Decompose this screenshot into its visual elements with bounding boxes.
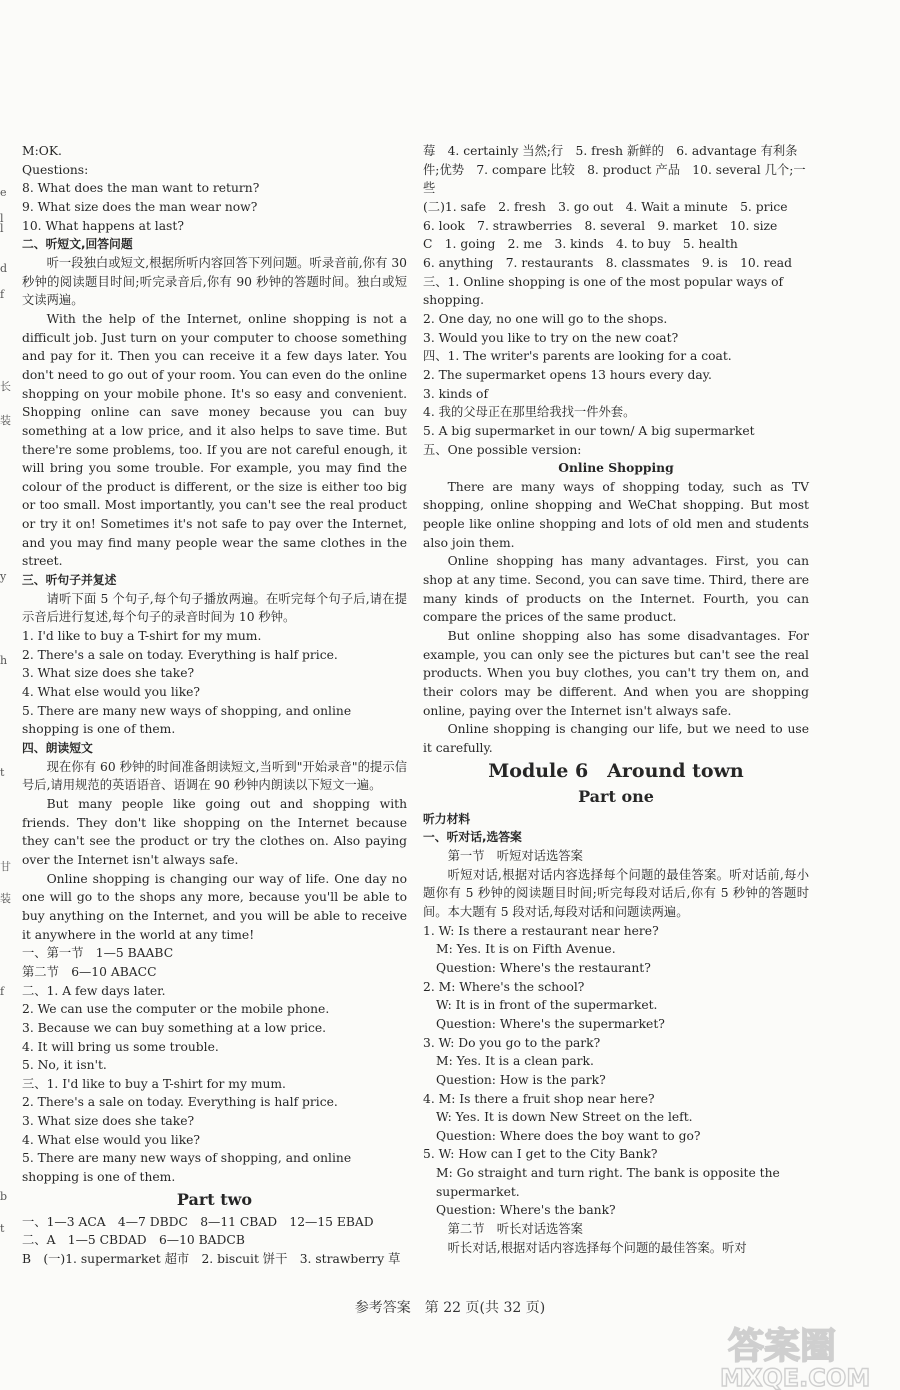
right-line: M: Yes. It is a clean park. [436,1054,594,1069]
edge-fragment: l [0,212,4,225]
left-line: 四、朗读短文 [22,741,93,755]
left-line: 1. I'd like to buy a T-shirt for my mum. [22,629,262,644]
edge-fragment: e [0,186,7,199]
right-line: M: Yes. It is on Fifth Avenue. [436,942,616,957]
right-line: 听短对话,根据对话内容选择每个问题的最佳答案。听对话前,每小题你有 5 秒钟的阅读题目时间;听完每段对话后,你有 5 秒钟的答题时间。本大题有 5 段对话,每段对话和问题读两遍。 [423,867,809,919]
left-line: 9. What size does the man wear now? [22,199,258,214]
right-line: (二)1. safe 2. fresh 3. go out 4. Wait a minute 5. price [423,199,788,214]
right-line: 一、听对话,选答案 [423,830,522,845]
right-line: 第一节 听短对话选答案 [447,848,583,863]
left-line: B (一)1. supermarket 超市 2. biscuit 饼干 3. strawberry 草 [22,1252,401,1267]
left-column [22,142,407,1269]
left-line: 4. What else would you like? [22,1132,201,1147]
left-line: 3. What size does she take? [22,666,195,681]
left-line: 请听下面 5 个句子,每个句子播放两遍。在听完每个句子后,请在提示音后进行复述,每个句子的录音时间为 10 秒钟。 [22,591,407,625]
right-line: 3. kinds of [423,386,488,401]
edge-fragment: 长 [0,380,11,393]
right-line: 3. W: Do you go to the park? [423,1035,601,1050]
watermark-line2: MXQE.COM [720,1364,871,1390]
right-line: Part one [578,786,654,806]
right-line: 听长对话,根据对话内容选择每个问题的最佳答案。听对 [447,1240,747,1255]
right-line: But online shopping also has some disadvantages. For example, you can only see the pictures but can't see the real products. When you buy clothes, you can't try them on, and their colors may be different. And when you are shopping online, paying over the Internet isn't always safe. [423,629,809,718]
left-line: 二、1. A few days later. [22,983,166,998]
right-line: 五、One possible version: [423,442,582,457]
left-line: But many people like going out and shopping with friends. They don't like shopping on the Internet because they can't see the product or try the clothes on. Also paying over the Internet isn't always safe. [22,796,407,867]
edge-fragment: 装 [0,414,11,427]
right-column [423,142,809,1257]
right-line: 6. anything 7. restaurants 8. classmates 9. is 10. read [423,255,792,270]
left-line: 5. No, it isn't. [22,1058,107,1073]
right-line: 第二节 听长对话选答案 [447,1222,583,1237]
right-line: 2. The supermarket opens 13 hours every day. [423,367,712,382]
left-line: 4. What else would you like? [22,685,201,700]
right-line: 莓 4. certainly 当然;行 5. fresh 新鲜的 6. advantage 有利条件;优势 7. compare 比较 8. product 产品 10. several 几个;一些 [423,144,806,196]
edge-fragment: t [0,766,5,779]
right-line: Online shopping has many advantages. First, you can shop at any time. Second, you can save time. Third, there are many kinds of products on the Internet. Fourth, you can compare the prices of the same product. [423,554,809,625]
left-line: 5. There are many new ways of shopping, and online shopping is one of them. [22,1151,352,1185]
right-line: 4. 我的父母正在那里给我找一件外套。 [423,405,636,420]
edge-fragment: t [0,1222,5,1235]
right-line: Module 6 Around town [488,759,744,782]
left-line: 3. Because we can buy something at a low price. [22,1020,327,1035]
left-line: 第二节 6—10 ABACC [22,964,157,979]
left-line: 2. There's a sale on today. Everything is half price. [22,647,338,662]
left-line: 10. What happens at last? [22,218,184,233]
edge-fragment: f [0,985,5,998]
left-line: 二、A 1—5 CBDAD 6—10 BADCB [22,1233,245,1248]
right-line: C 1. going 2. me 3. kinds 4. to buy 5. health [423,237,738,252]
right-line: 四、1. The writer's parents are looking for a coat. [423,349,732,364]
left-line: With the help of the Internet, online shopping is not a difficult job. Just turn on your computer to choose something and pay for it. Then you can receive it a few days later. You don't need to go out of your room. You can even do the online shopping on your mobile phone. It's so easy and convenient. Shopping online can save money because you can buy something at a low price, and it also helps to save time. But there're some problems, too. If you are not careful enough, it will bring you some trouble. For example, you may find the colour of the product is different, or the size is either too big or too small. Most importantly, you can't see the real product or try it on! Sometimes it's not safe to pay over the Internet, and you may find many people wear the same clothes in the street. [22,311,407,569]
left-line: 3. What size does she take? [22,1114,195,1129]
right-line: 5. A big supermarket in our town/ A big supermarket [423,423,755,438]
left-line: 一、1—3 ACA 4—7 DBDC 8—11 CBAD 12—15 EBAD [22,1214,374,1229]
right-line: M: Go straight and turn right. The bank is opposite the supermarket. [436,1166,780,1199]
right-line: W: It is in front of the supermarket. [436,998,658,1013]
left-line: Questions: [22,162,89,177]
edge-fragment: l [0,222,4,235]
left-line: 5. There are many new ways of shopping, and online shopping is one of them. [22,703,352,737]
edge-fragment: 甘 [0,860,11,873]
edge-fragment: h [0,654,8,667]
left-line: 现在你有 60 秒钟的时间准备朗读短文,当听到"开始录音"的提示信号后,请用规范的英语语音、语调在 90 秒钟内朗读以下短文一遍。 [22,759,407,793]
right-line: 1. W: Is there a restaurant near here? [423,923,659,938]
watermark-logo [700,1318,900,1390]
left-line: 4. It will bring us some trouble. [22,1039,219,1054]
right-line: 2. M: Where's the school? [423,979,585,994]
left-line: 2. There's a sale on today. Everything is half price. [22,1095,338,1110]
right-line: 2. One day, no one will go to the shops. [423,311,668,326]
left-line: 三、1. I'd like to buy a T-shirt for my mum. [22,1076,286,1091]
right-line: 5. W: How can I get to the City Bank? [423,1147,658,1162]
right-line: There are many ways of shopping today, such as TV shopping, online shopping and WeChat shopping. But most people like online shopping and lots of old men and students also join them. [423,479,809,550]
right-line: W: Yes. It is down New Street on the left. [436,1110,693,1125]
left-line: 三、听句子并复述 [22,573,117,588]
right-line: Online shopping is changing our life, but we need to use it carefully. [423,722,809,755]
edge-fragment: d [0,262,8,275]
left-line: 听一段独白或短文,根据所听内容回答下列问题。听录音前,你有 30 秒钟的阅读题目时间;听完录音后,你有 90 秒钟的答题时间。独白或短文读两遍。 [22,255,407,308]
left-line: 2. We can use the computer or the mobile phone. [22,1002,330,1017]
right-line: Question: How is the park? [436,1072,606,1087]
edge-fragment: f [0,288,5,301]
right-line: 6. look 7. strawberries 8. several 9. market 10. size [423,218,778,233]
edge-fragment: b [0,1190,8,1203]
page-footer: 参考答案 第 22 页(共 32 页) [354,1300,546,1316]
right-line: Question: Where's the restaurant? [436,960,651,975]
left-line: 一、第一节 1—5 BAABC [22,946,174,961]
right-line: Question: Where's the supermarket? [436,1016,665,1031]
left-line: 二、听短文,回答问题 [22,237,133,252]
edge-fragment: 装 [0,892,11,905]
left-line: M:OK. [22,144,62,158]
right-line: 听力材料 [423,811,471,826]
right-line: 4. M: Is there a fruit shop near here? [423,1091,655,1106]
right-line: Online Shopping [558,460,674,476]
watermark-line1: 答案圈 [728,1326,837,1367]
right-line: Question: Where's the bank? [436,1203,616,1218]
right-line: 3. Would you like to try on the new coat? [423,330,679,345]
left-line: Online shopping is changing our way of life. One day no one will go to the shops any more, because you'll be able to buy anything on the Internet, and you will be able to receive it anywhere in the world at any time! [22,871,407,942]
right-line: Question: Where does the boy want to go? [436,1128,701,1143]
left-line: 8. What does the man want to return? [22,181,260,196]
left-line: Part two [176,1189,253,1209]
edge-fragment: y [0,570,7,583]
right-line: 三、1. Online shopping is one of the most popular ways of shopping. [423,274,784,308]
